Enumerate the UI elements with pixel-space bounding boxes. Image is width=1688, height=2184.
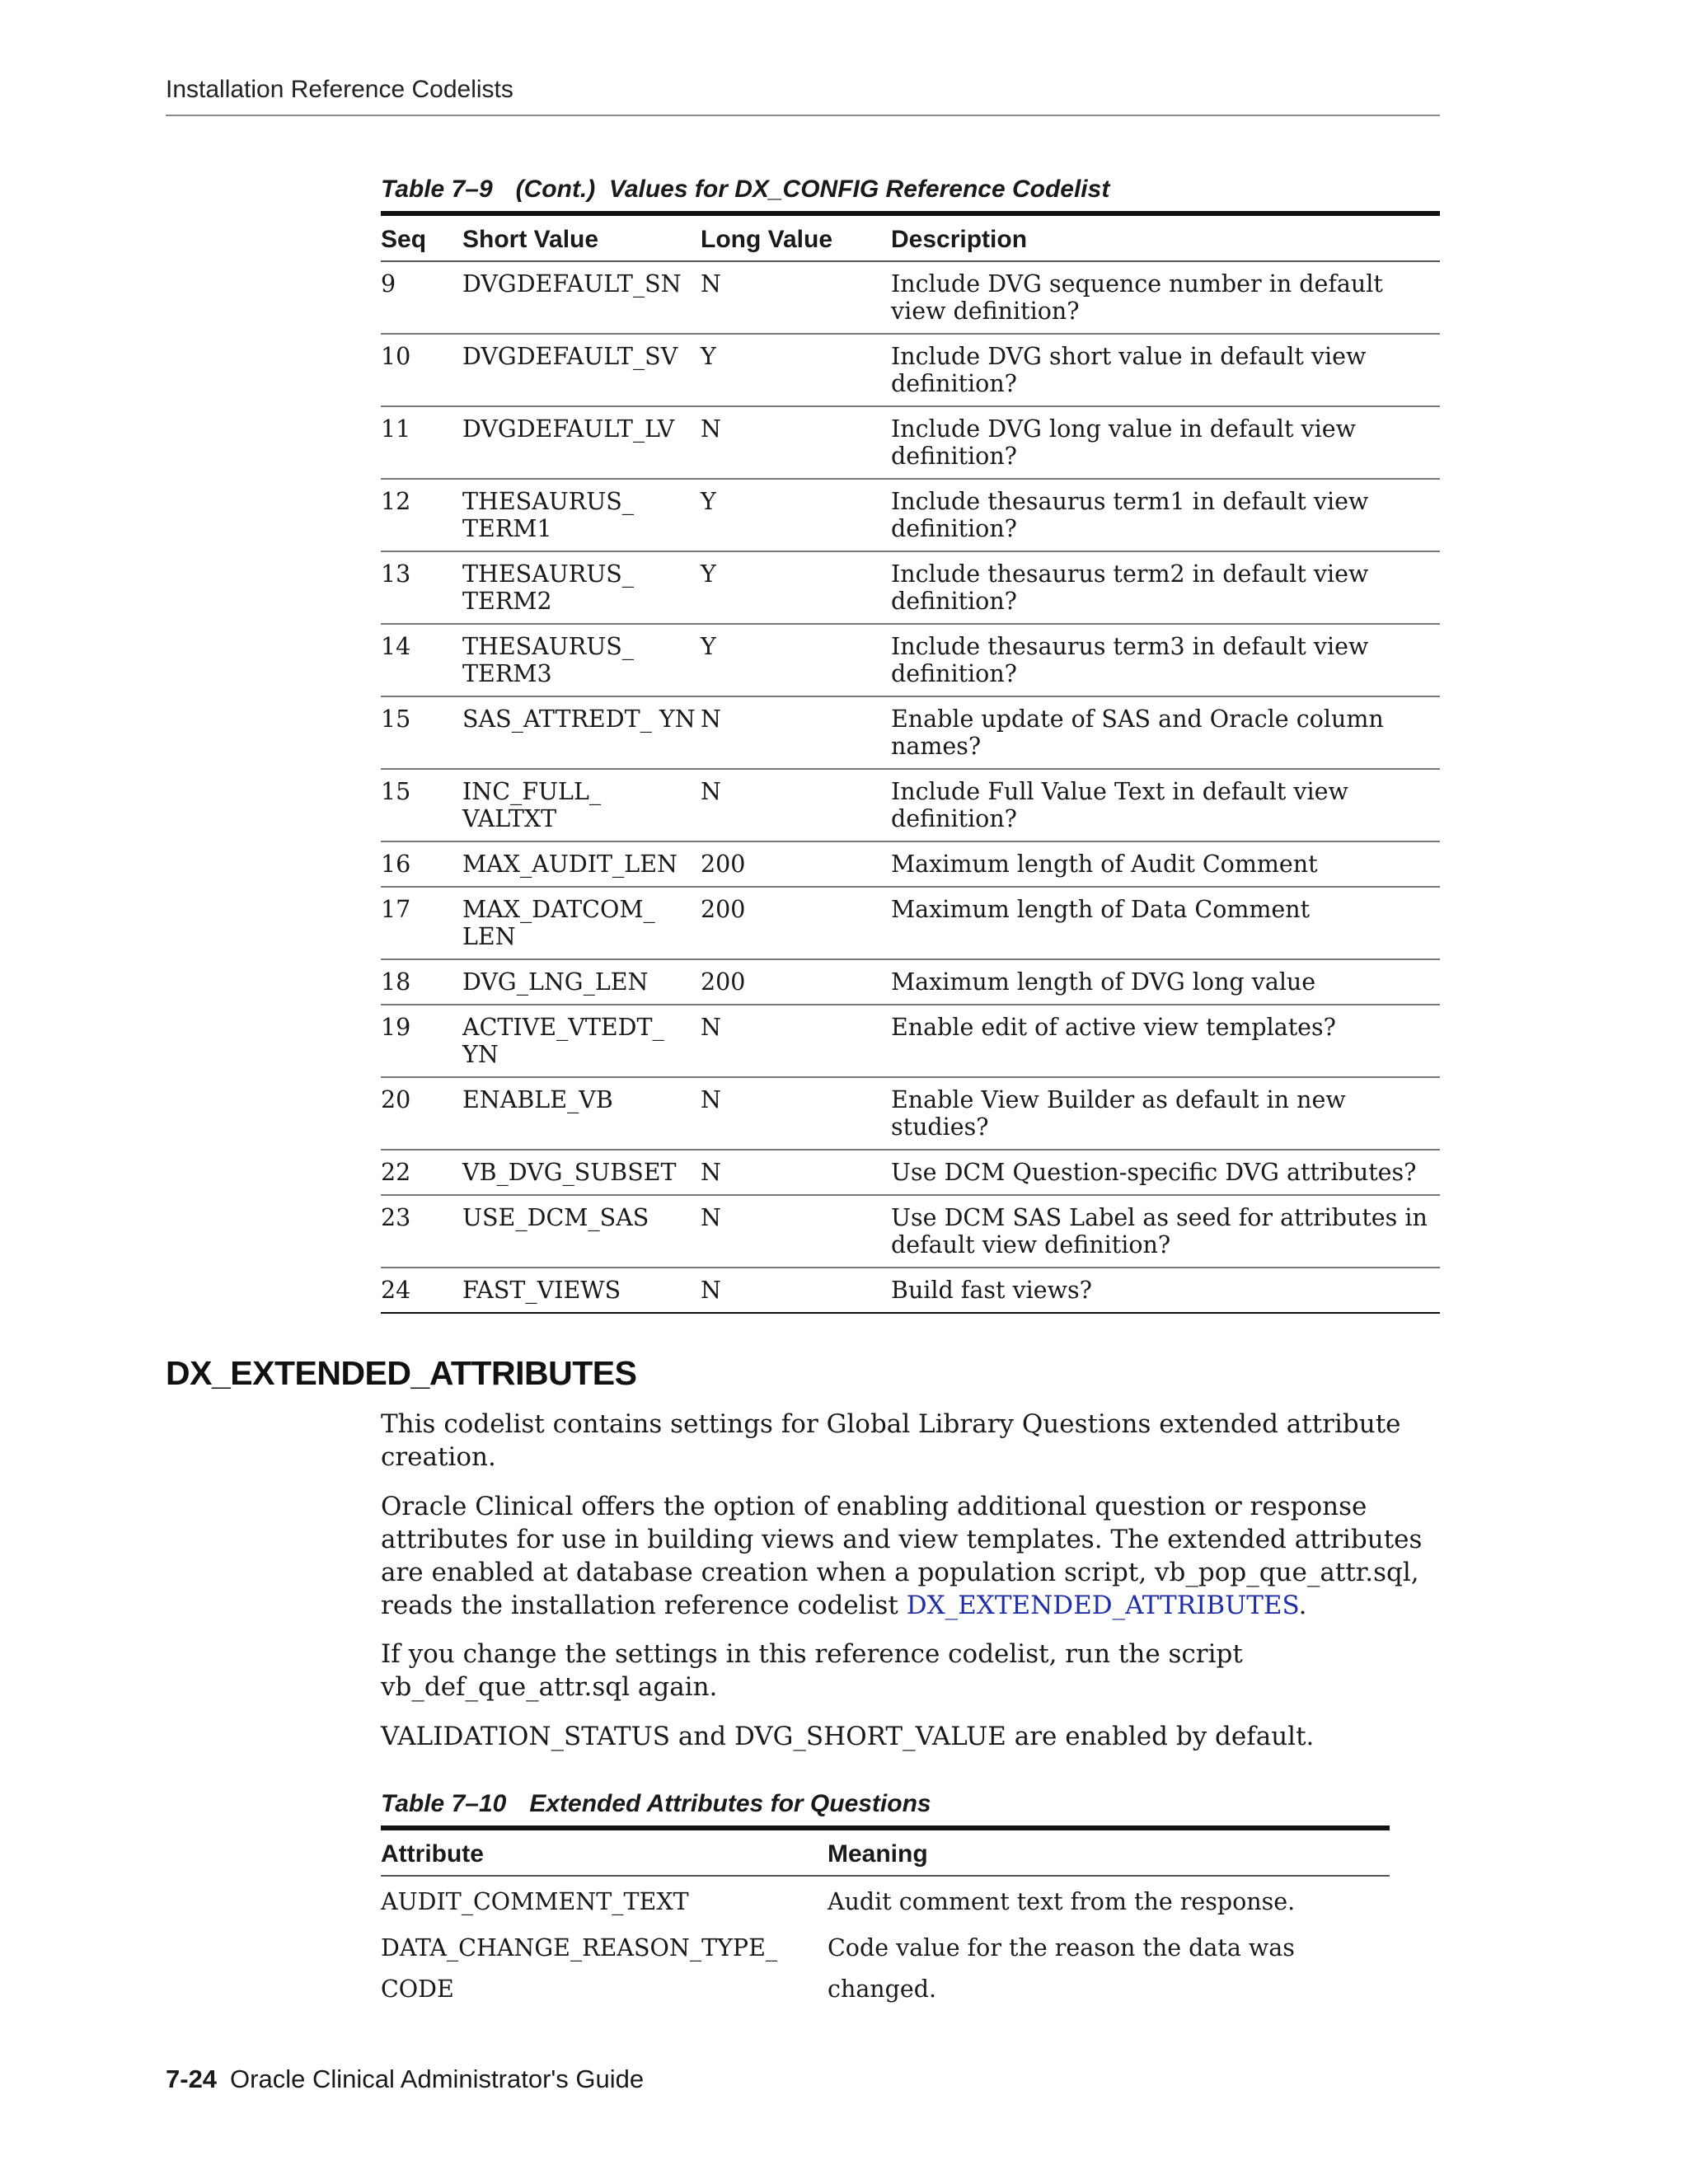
column-header: Short Value [462,213,701,261]
seq-cell: 9 [381,261,462,334]
short-value-cell: VB_DVG_SUBSET [462,1150,701,1195]
description-cell: Use DCM Question-specific DVG attributes? [891,1150,1440,1195]
column-header: Meaning [828,1828,1390,1876]
table-row [381,479,1440,551]
table-row [381,841,1440,887]
book-title: Oracle Clinical Administrator's Guide [230,2064,645,2093]
short-value-cell: SAS_ATTREDT_ YN [462,696,701,769]
short-value-cell: ENABLE_VB [462,1077,701,1150]
table-row [381,696,1440,769]
table-body [381,1876,1390,2010]
short-value-cell: MAX_AUDIT_LEN [462,841,701,887]
long-value-cell: N [701,696,891,769]
description-cell: Include Full Value Text in default view definition? [891,769,1440,841]
column-header: Attribute [381,1828,828,1876]
table-row [381,1876,1390,1923]
seq-cell: 12 [381,479,462,551]
paragraph-text: Oracle Clinical offers the option of enabling additional question or response attributes for use in building views and view templates. The extended attributes are enabled at database creation when a population script, vb_pop_que_attr.sql, reads the installation reference codelist [381,1492,1423,1620]
short-value-cell: DVGDEFAULT_SN [462,261,701,334]
page-number: 7-24 [166,2064,218,2093]
short-value-cell: ACTIVE_VTEDT_ YN [462,1005,701,1077]
table-row [381,334,1440,406]
short-value-cell: THESAURUS_ TERM1 [462,479,701,551]
long-value-cell: 200 [701,887,891,959]
seq-cell: 13 [381,551,462,624]
table-header-row [381,1828,1390,1876]
table-row [381,769,1440,841]
long-value-cell: 200 [701,841,891,887]
description-cell: Include DVG sequence number in default view definition? [891,261,1440,334]
description-cell: Include thesaurus term1 in default view definition? [891,479,1440,551]
description-cell: Build fast views? [891,1268,1440,1313]
description-cell: Use DCM SAS Label as seed for attributes in default view definition? [891,1195,1440,1268]
seq-cell: 20 [381,1077,462,1150]
description-cell: Maximum length of Data Comment [891,887,1440,959]
description-cell: Enable edit of active view templates? [891,1005,1440,1077]
table-caption [381,1790,931,1818]
dx-config-table [381,211,1440,1314]
table-row [381,1923,1390,2010]
table-row [381,887,1440,959]
table-row [381,1268,1440,1313]
table-row [381,1005,1440,1077]
long-value-cell: N [701,1077,891,1150]
extended-attributes-table [381,1825,1390,2010]
description-cell: Include DVG short value in default view definition? [891,334,1440,406]
table-row [381,551,1440,624]
description-cell: Enable update of SAS and Oracle column names? [891,696,1440,769]
paragraph: VALIDATION_STATUS and DVG_SHORT_VALUE are enabled by default. [381,1722,1315,1751]
seq-cell: 10 [381,334,462,406]
short-value-cell: THESAURUS_ TERM2 [462,551,701,624]
long-value-cell: N [701,1195,891,1268]
column-header: Description [891,213,1440,261]
table-row [381,406,1440,479]
seq-cell: 11 [381,406,462,479]
description-cell: Enable View Builder as default in new studies? [891,1077,1440,1150]
long-value-cell: N [701,1005,891,1077]
short-value-cell: FAST_VIEWS [462,1268,701,1313]
codelist-link[interactable]: DX_EXTENDED_ATTRIBUTES [906,1591,1299,1620]
long-value-cell: N [701,1268,891,1313]
long-value-cell: 200 [701,959,891,1005]
seq-cell: 17 [381,887,462,959]
page-footer [166,2064,644,2094]
column-header: Long Value [701,213,891,261]
seq-cell: 22 [381,1150,462,1195]
seq-cell: 15 [381,696,462,769]
running-header: Installation Reference Codelists [166,76,513,103]
paragraph-text: . [1298,1591,1307,1620]
long-value-cell: Y [701,479,891,551]
description-cell: Include DVG long value in default view definition? [891,406,1440,479]
seq-cell: 15 [381,769,462,841]
header-rule [166,115,1440,116]
table-number: Table 7–10 [381,1790,507,1817]
short-value-cell: DVGDEFAULT_SV [462,334,701,406]
table-header-row [381,213,1440,261]
short-value-cell: MAX_DATCOM_ LEN [462,887,701,959]
paragraph: If you change the settings in this reference codelist, run the script vb_def_que_attr.sql again. [381,1639,1243,1702]
table-body [381,261,1440,1313]
paragraph: This codelist contains settings for Global Library Questions extended attribute creation. [381,1409,1401,1472]
column-header: Seq [381,213,462,261]
table-row [381,959,1440,1005]
long-value-cell: N [701,1150,891,1195]
short-value-cell: INC_FULL_ VALTXT [462,769,701,841]
long-value-cell: Y [701,551,891,624]
table-number: Table 7–9 [381,176,493,203]
long-value-cell: N [701,769,891,841]
table-row [381,1150,1440,1195]
seq-cell: 19 [381,1005,462,1077]
meaning-cell: Code value for the reason the data was changed. [828,1934,1295,2003]
seq-cell: 14 [381,624,462,696]
attribute-cell: AUDIT_COMMENT_TEXT [381,1888,689,1915]
short-value-cell: DVGDEFAULT_LV [462,406,701,479]
short-value-cell: THESAURUS_ TERM3 [462,624,701,696]
table-title: Extended Attributes for Questions [529,1790,931,1817]
paragraph [381,1490,1444,1622]
section-heading: DX_EXTENDED_ATTRIBUTES [166,1354,637,1392]
table-row [381,624,1440,696]
description-cell: Include thesaurus term2 in default view definition? [891,551,1440,624]
seq-cell: 24 [381,1268,462,1313]
long-value-cell: Y [701,334,891,406]
short-value-cell: DVG_LNG_LEN [462,959,701,1005]
description-cell: Maximum length of DVG long value [891,959,1440,1005]
table-caption [381,176,1109,204]
short-value-cell: USE_DCM_SAS [462,1195,701,1268]
table-row [381,261,1440,334]
table-title: (Cont.) Values for DX_CONFIG Reference Codelist [515,176,1110,203]
seq-cell: 23 [381,1195,462,1268]
long-value-cell: N [701,406,891,479]
seq-cell: 16 [381,841,462,887]
meaning-cell: Audit comment text from the response. [828,1888,1296,1915]
description-cell: Maximum length of Audit Comment [891,841,1440,887]
attribute-cell: DATA_CHANGE_REASON_TYPE_ CODE [381,1934,778,2003]
seq-cell: 18 [381,959,462,1005]
table-row [381,1077,1440,1150]
description-cell: Include thesaurus term3 in default view definition? [891,624,1440,696]
table-row [381,1195,1440,1268]
long-value-cell: N [701,261,891,334]
long-value-cell: Y [701,624,891,696]
